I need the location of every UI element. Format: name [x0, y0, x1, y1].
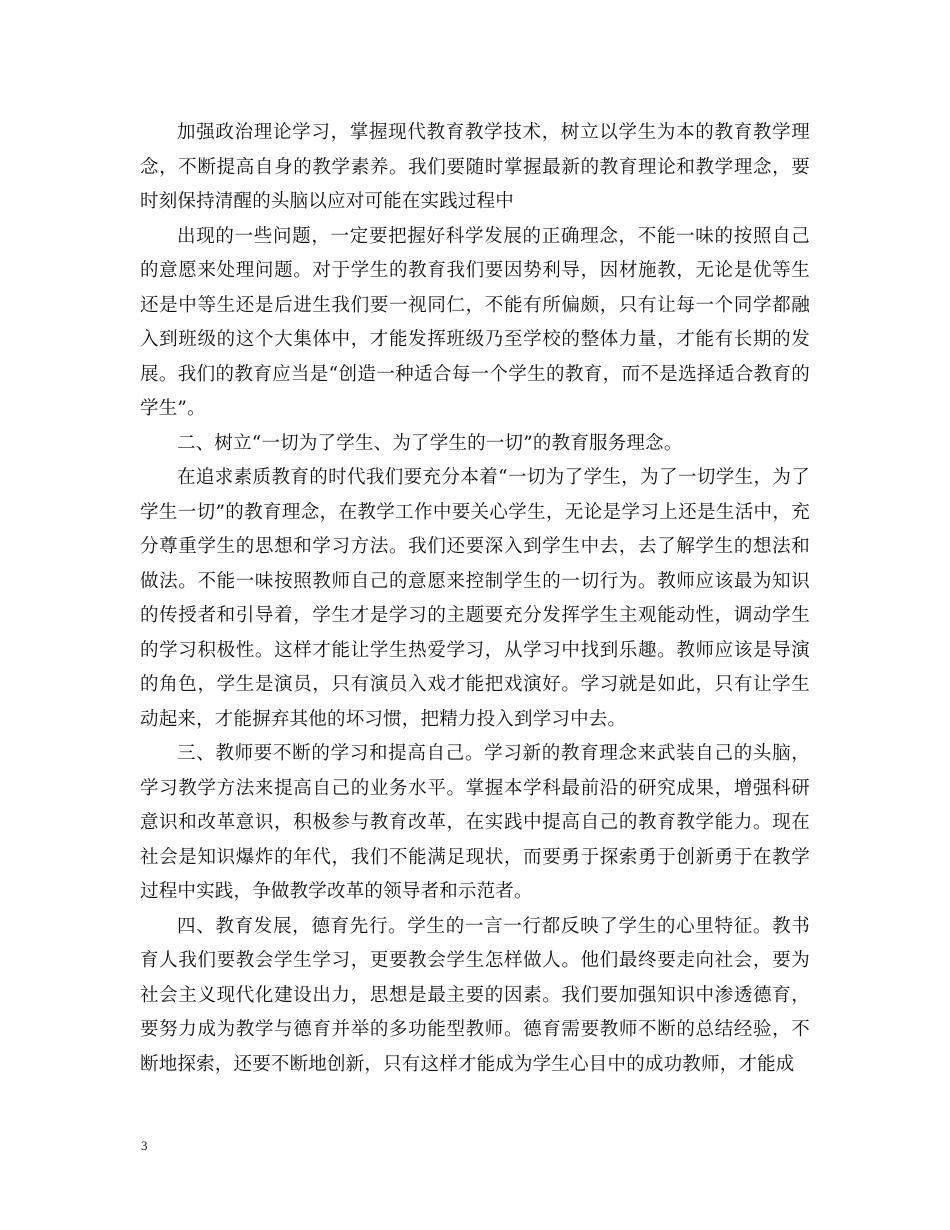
page-number: 3 — [141, 1138, 148, 1153]
paragraph-section-4: 四、教育发展，德育先行。学生的一言一行都反映了学生的心里特征。教书育人我们要教会学生学习，更要教会学生怎样做人。他们最终要走向社会，要为社会主义现代化建设出力，思想是最主要的因素。我们要加强知识中渗透德育，要努力成为教学与德育并举的多功能型教师。德育需要教师不断的总结经验，不断地探索，还要不断地创新，只有这样才能成为学生心目中的成功教师，才能成 — [140, 915, 810, 1075]
paragraph-1: 加强政治理论学习，掌握现代教育教学技术，树立以学生为本的教育教学理念，不断提高自身的教学素养。我们要随时掌握最新的教育理论和教学理念，要时刻保持清醒的头脑以应对可能在实践过程中 — [140, 122, 810, 212]
paragraph-section-3: 三、教师要不断的学习和提高自己。学习新的教育理念来武装自己的头脑，学习教学方法来提高自己的业务水平。掌握本学科最前沿的研究成果，增强科研意识和改革意识，积极参与教育改革，在实践中提高自己的教育教学能力。现在社会是知识爆炸的年代，我们不能满足现状，而要勇于探索勇于创新勇于在教学过程中实践，争做教学改革的领导者和示范者。 — [140, 743, 810, 902]
paragraph-3: 在追求素质教育的时代我们要充分本着“一切为了学生，为了一切学生，为了学生一切”的教育理念，在教学工作中要关心学生，无论是学习上还是生活中，充分尊重学生的思想和学习方法。我们还要深入到学生中去，去了解学生的想法和做法。不能一味按照教师自己的意愿来控制学生的一切行为。教师应该最为知识的传授者和引导着，学生才是学习的主题要充分发挥学生主观能动性，调动学生的学习积极性。这样才能让学生热爱学习，从学习中找到乐趣。教师应该是导演的角色，学生是演员，只有演员入戏才能把戏演好。学习就是如此，只有让学生动起来，才能摒弃其他的坏习惯，把精力投入到学习中去。 — [140, 467, 810, 730]
section-heading-2: 二、树立“一切为了学生、为了学生的一切”的教育服务理念。 — [177, 432, 683, 454]
paragraph-2: 出现的一些问题，一定要把握好科学发展的正确理念，不能一味的按照自己的意愿来处理问题。对于学生的教育我们要因势利导，因材施教，无论是优等生还是中等生还是后进生我们要一视同仁，不能有所偏颇，只有让每一个同学都融入到班级的这个大集体中，才能发挥班级乃至学校的整体力量，才能有长期的发展。我们的教育应当是“创造一种适合每一个学生的教育，而不是选择适合教育的学生”。 — [140, 225, 810, 419]
body-text — [140, 116, 810, 1082]
